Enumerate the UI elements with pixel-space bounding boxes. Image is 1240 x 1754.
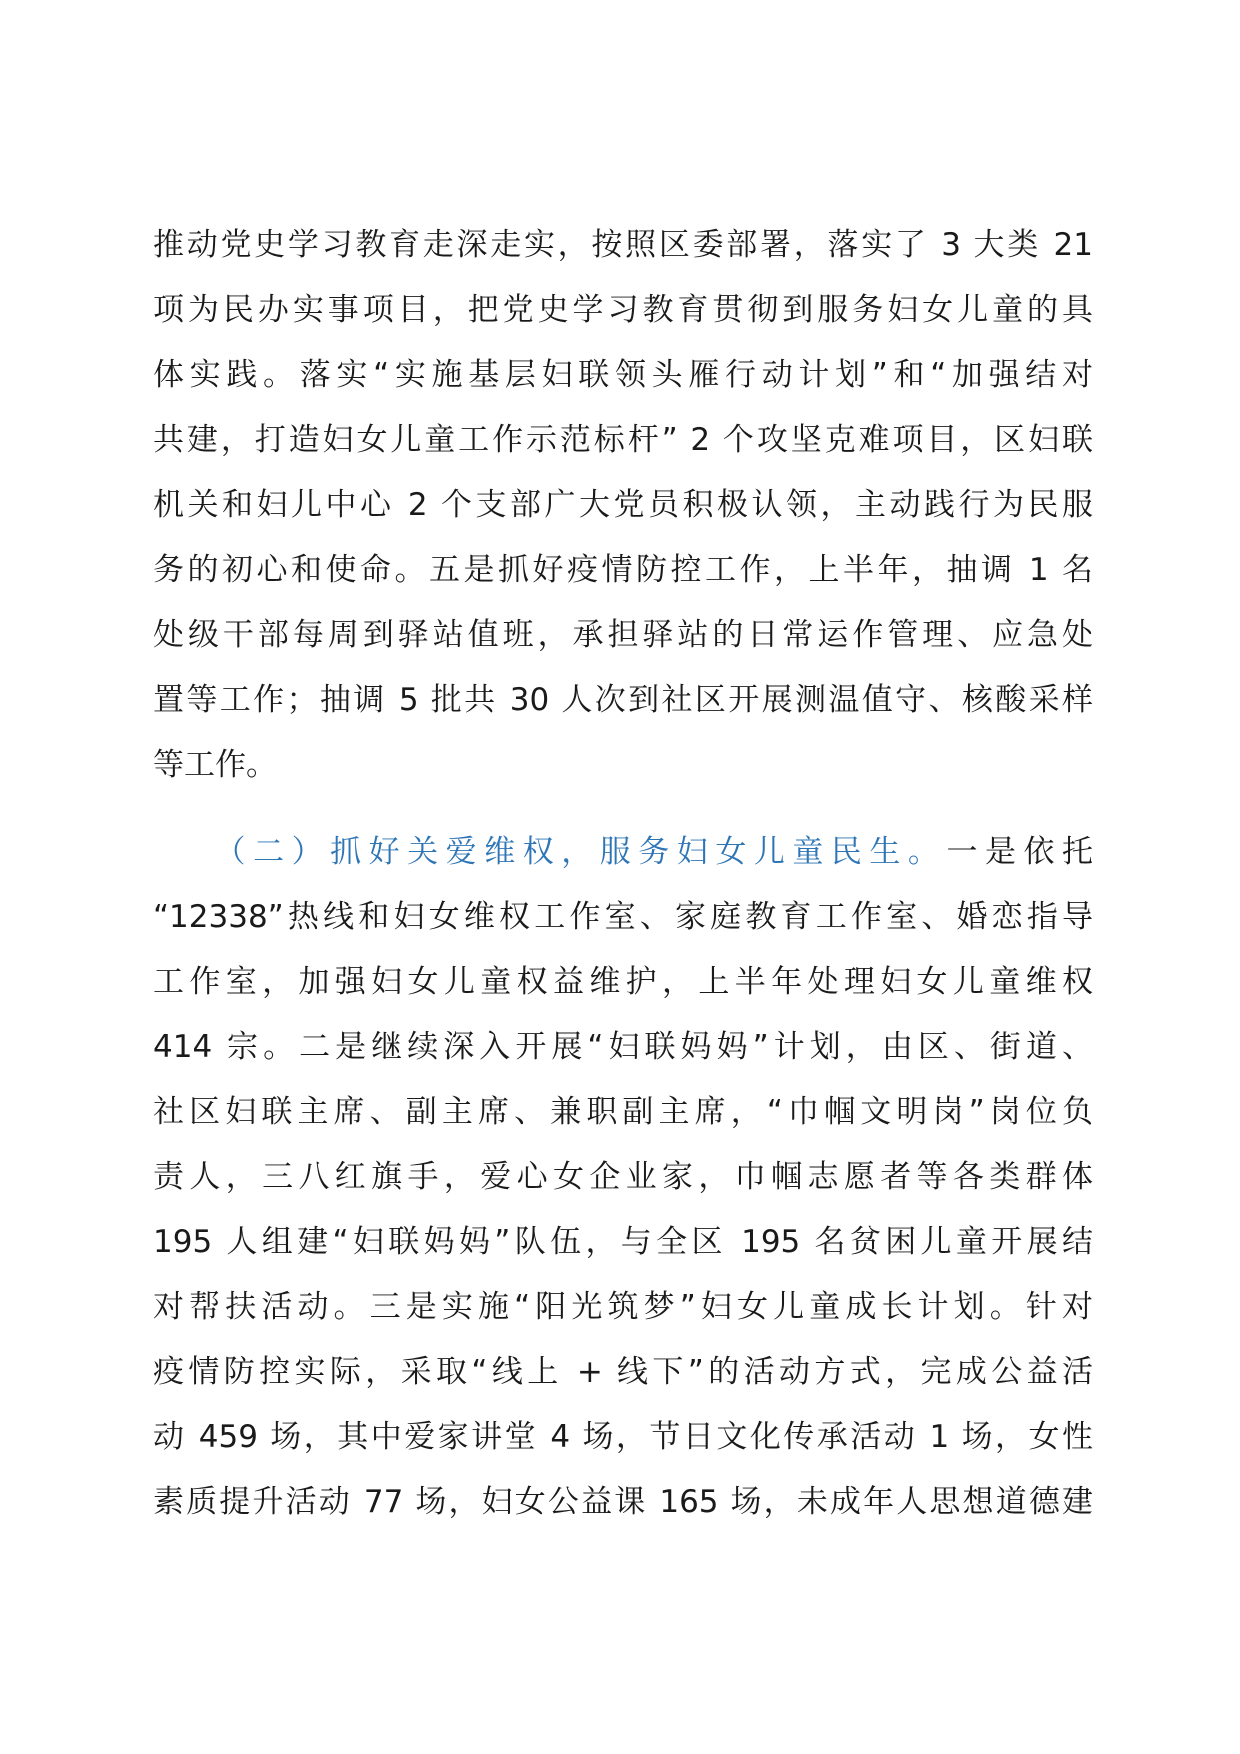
- text-line: 工作室，加强妇女儿童权益维护，上半年处理妇女儿童维权: [153, 964, 1093, 1000]
- text-line: 社区妇联主席、副主席、兼职副主席，“巾帼文明岗”岗位负: [153, 1094, 1093, 1130]
- paragraph-2: [153, 820, 1093, 1535]
- text-line: 务的初心和使命。五是抓好疫情防控工作，上半年，抽调 1 名: [153, 552, 1093, 588]
- text-line: 对帮扶活动。三是实施“阳光筑梦”妇女儿童成长计划。针对: [153, 1289, 1093, 1325]
- text-line: 动 459 场，其中爱家讲堂 4 场，节日文化传承活动 1 场，女性: [153, 1419, 1093, 1455]
- section-heading: （二）抓好关爱维权，服务妇女儿童民生。: [230, 834, 947, 870]
- text-line-with-heading: [153, 820, 1093, 885]
- paragraph-1: [153, 213, 1093, 798]
- text-line: 414 宗。二是继续深入开展“妇联妈妈”计划，由区、街道、: [153, 1029, 1093, 1065]
- heading-line-rest: 一是依托: [946, 834, 1094, 870]
- text-line: 等工作。: [153, 747, 277, 783]
- text-line: 疫情防控实际，采取“线上 + 线下”的活动方式，完成公益活: [153, 1354, 1093, 1390]
- text-line: 处级干部每周到驿站值班，承担驿站的日常运作管理、应急处: [153, 617, 1093, 653]
- text-line: 素质提升活动 77 场，妇女公益课 165 场，未成年人思想道德建: [153, 1484, 1093, 1520]
- text-line: “12338”热线和妇女维权工作室、家庭教育工作室、婚恋指导: [153, 899, 1093, 935]
- text-line: 推动党史学习教育走深走实，按照区委部署，落实了 3 大类 21: [153, 227, 1093, 263]
- text-line: 体实践。落实“实施基层妇联领头雁行动计划”和“加强结对: [153, 357, 1093, 393]
- text-line: 置等工作；抽调 5 批共 30 人次到社区开展测温值守、核酸采样: [153, 682, 1093, 718]
- text-line: 责人，三八红旗手，爱心女企业家，巾帼志愿者等各类群体: [153, 1159, 1093, 1195]
- text-line: 共建，打造妇女儿童工作示范标杆” 2 个攻坚克难项目，区妇联: [153, 422, 1093, 458]
- text-line: 项为民办实事项目，把党史学习教育贯彻到服务妇女儿童的具: [153, 292, 1093, 328]
- text-line: 195 人组建“妇联妈妈”队伍，与全区 195 名贫困儿童开展结: [153, 1224, 1093, 1260]
- text-line: 机关和妇儿中心 2 个支部广大党员积极认领，主动践行为民服: [153, 487, 1093, 523]
